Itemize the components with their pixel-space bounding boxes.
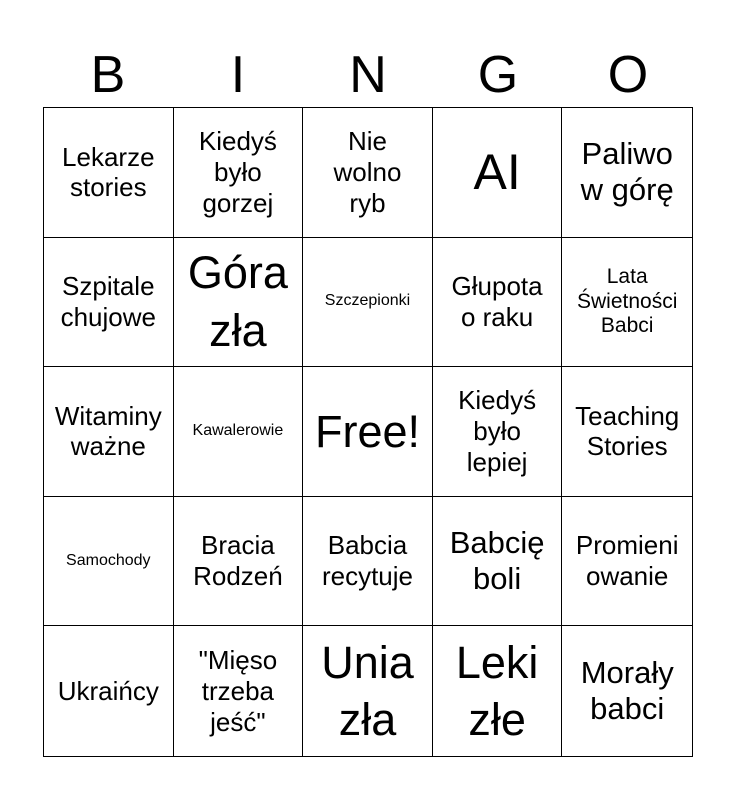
bingo-cell-r1c2[interactable]: Kiedyś było gorzej xyxy=(174,108,304,238)
bingo-cell-r2c2[interactable]: Góra zła xyxy=(174,238,304,368)
bingo-cell-r4c3[interactable]: Babcia recytuje xyxy=(303,497,433,627)
bingo-header xyxy=(43,44,693,106)
bingo-cell-r2c1[interactable]: Szpitale chujowe xyxy=(44,238,174,368)
bingo-cell-r3c2[interactable]: Kawalerowie xyxy=(174,367,304,497)
bingo-cell-r1c5[interactable]: Paliwo w górę xyxy=(562,108,692,238)
bingo-cell-r4c1[interactable]: Samochody xyxy=(44,497,174,627)
bingo-cell-r4c2[interactable]: Bracia Rodzeń xyxy=(174,497,304,627)
bingo-cell-r1c4[interactable]: AI xyxy=(433,108,563,238)
bingo-cell-r2c4[interactable]: Głupota o raku xyxy=(433,238,563,368)
bingo-cell-r3c1[interactable]: Witaminy ważne xyxy=(44,367,174,497)
bingo-grid xyxy=(43,107,693,757)
bingo-cell-r1c3[interactable]: Nie wolno ryb xyxy=(303,108,433,238)
bingo-cell-r5c3[interactable]: Unia zła xyxy=(303,626,433,756)
bingo-cell-r5c5[interactable]: Morały babci xyxy=(580,654,674,727)
header-letter-g: G xyxy=(477,46,519,104)
bingo-cell-r2c5[interactable]: Lata Świetności Babci xyxy=(562,238,692,368)
header-letter-i: I xyxy=(230,46,246,104)
bingo-cell-r3c3-free[interactable]: Free! xyxy=(303,367,433,497)
bingo-cell-r2c3[interactable]: Szczepionki xyxy=(303,238,433,368)
bingo-cell-r4c4[interactable]: Babcię boli xyxy=(433,497,563,627)
bingo-cell-r3c5[interactable]: Teaching Stories xyxy=(562,367,692,497)
bingo-cell-r1c1[interactable]: Lekarze stories xyxy=(44,108,174,238)
bingo-cell-r5c1[interactable]: Ukraińcy xyxy=(44,626,174,756)
header-letter-o: O xyxy=(607,46,649,104)
header-letter-b: B xyxy=(90,46,126,104)
bingo-cell-r5c2[interactable]: "Mięso trzeba jeść" xyxy=(174,626,304,756)
bingo-cell-r5c4[interactable]: Leki złe xyxy=(433,626,563,756)
bingo-cell-r4c5[interactable]: Promieni owanie xyxy=(562,497,692,627)
header-letter-n: N xyxy=(349,46,387,104)
bingo-cell-r3c4[interactable]: Kiedyś było lepiej xyxy=(433,367,563,497)
